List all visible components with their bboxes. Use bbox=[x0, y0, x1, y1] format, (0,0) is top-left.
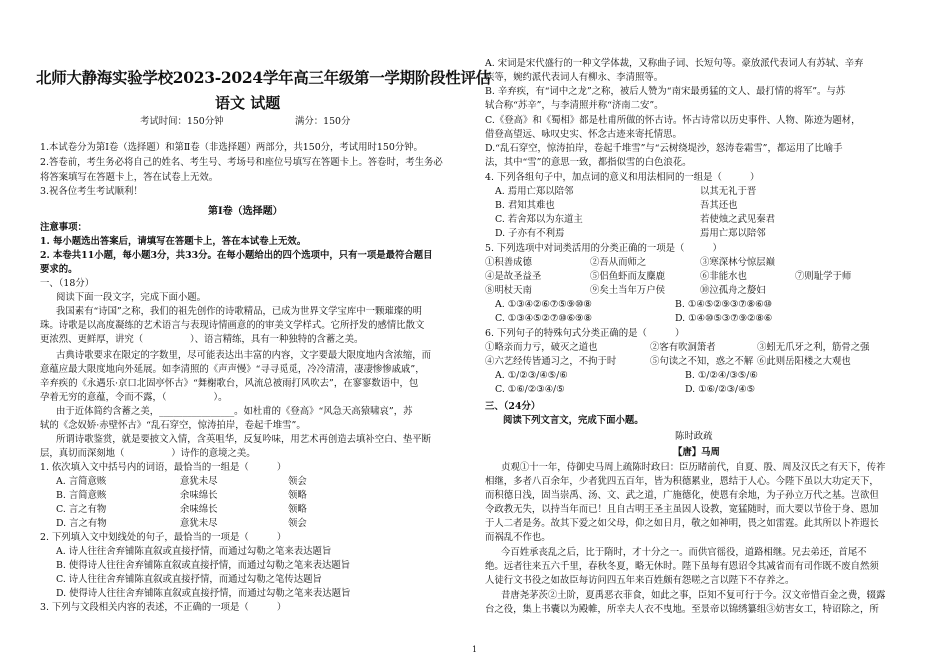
classical-line: 贞观①十一年，侍御史马周上疏陈时政曰：臣历睹前代，自夏、殷、周及汉氏之有天下，传祚 bbox=[501, 462, 886, 473]
q4-option: D. 子亦有不利焉 bbox=[495, 228, 565, 239]
q3-option-line: D.“乱石穿空，惊涛拍岸，卷起千堆雪”与“云树绕堤沙，怒涛卷霜雪”，都运用了比喻手 bbox=[485, 143, 843, 154]
note-line: 要求的。 bbox=[40, 264, 78, 275]
q5-item: ⑩泣孤舟之嫠妇 bbox=[700, 285, 766, 296]
q6-option: D. ①⑥/②③/④⑤ bbox=[685, 384, 755, 395]
classical-line: 昔唐尧茅茨②土阶，夏禹恶衣菲食，如此之事，臣知不复可行于今。汉文帝惜百金之费，辍露 bbox=[501, 590, 886, 601]
q2-option: D. 使得诗人往往舍弃铺陈直叙或直接抒情，而通过勾勒之笔来表达题旨 bbox=[56, 588, 351, 599]
q6-item: ②客有吹洞箫者 bbox=[650, 342, 716, 353]
q6-item: ③蚓无爪牙之利，筋骨之强 bbox=[757, 342, 870, 353]
classical-line: 而积德日浅，固当崇禹、汤、文、武之道，广施德化，使恩有余地，为子孙立万代之基。岂欲但 bbox=[485, 490, 879, 501]
q4-option: 以其无礼于晋 bbox=[700, 186, 757, 197]
q5-item: ③寒深林兮惊层巅 bbox=[700, 257, 776, 268]
passage-line: 辛弃疾的《永遇乐·京口北固亭怀古》“舞榭歌台，风流总被雨打风吹去”，在寥寥数语中，包 bbox=[40, 378, 419, 389]
classical-line: 相继，多者八百余年，少者犹四五百年，皆为积德累业，恩结于人心。今陛下虽以大功定天下， bbox=[485, 476, 879, 487]
q1-option: 意犹未尽 bbox=[180, 476, 218, 487]
note-line: 2. 本卷共11小题，每小题3分，共33分。在每小题给出的四个选项中，只有一项是最符合题目 bbox=[40, 250, 433, 261]
q3-option-line: B. 辛弃疾，有“词中之龙”之称，被后人赞为“南宋最勇猛的文人、最打情的将军”。与苏 bbox=[485, 86, 846, 97]
passage-line: 古典诗歌要求在限定的字数里，尽可能表达出丰富的内容，文字要最大限度地内含浓缩，而 bbox=[56, 350, 432, 361]
q1-option: 领略 bbox=[288, 490, 307, 501]
q2-stem: 2. 下列填入文中划线处的句子，最恰当的一项是（ ） bbox=[40, 532, 287, 543]
q6-option: B. ①/②④/③⑤/⑥ bbox=[685, 370, 758, 381]
q1-option: 领会 bbox=[288, 476, 307, 487]
q3-option-line: 借登高望远、咏叹史实、怀念古迹来寄托情思。 bbox=[485, 129, 682, 140]
q5-option: A. ①③④②⑥⑦⑤⑨⑩⑧ bbox=[495, 299, 592, 310]
q3-option-line: 轼合称“苏辛”，与李清照并称“济南二安”。 bbox=[485, 100, 664, 111]
classical-line: 于人二者是务。故其下爱之如父母，仰之如日月，敬之如神明，畏之如雷霆。此其所以卜祚遐长 bbox=[485, 518, 879, 529]
note-line: 1. 每小题选出答案后，请填写在答题卡上，答在本试卷上无效。 bbox=[40, 236, 307, 247]
classical-line: 而祸乱不作也。 bbox=[485, 532, 551, 543]
passage-line: 更浓烈、更鲜厚，讲究（ ）、语言精练，具有一种独特的含蓄之美。 bbox=[40, 334, 364, 345]
instruction-line: 2.答卷前，考生务必将自己的姓名、考生号、考场号和座位号填写在答题卡上。答卷时，考生务必 bbox=[40, 157, 443, 168]
q6-stem: 6. 下列句子的特殊句式分类正确的是（ ） bbox=[485, 328, 685, 339]
q1-option: 领略 bbox=[288, 504, 307, 515]
part1-title: 第Ⅰ卷（选择题） bbox=[208, 206, 283, 217]
q3-option-line: 疾等，婉约派代表词人有柳永、李清照等。 bbox=[485, 72, 664, 83]
notes-title: 注意事项： bbox=[40, 222, 87, 233]
classical-line: 人徒行文书役之如故臣每访问四五年来百姓颇有怨嗟之言以陛下不存养之。 bbox=[485, 575, 795, 586]
q1-option: 余味绵长 bbox=[180, 490, 218, 501]
q3-option-line: A. 宋词是宋代盛行的一种文学体裁，又称曲子词、长短句等。豪放派代表词人有苏轼、辛弃 bbox=[485, 58, 864, 69]
passage-line: 意蕴应最大限度地向外延展。如李清照的《声声慢》“寻寻觅觅，冷冷清清，凄凄惨惨戚戚”， bbox=[40, 364, 425, 375]
q1-option: C. 言之有物 bbox=[56, 504, 107, 515]
q5-item: ⑥非能水也 bbox=[700, 271, 747, 282]
q5-item: ④是故圣益圣 bbox=[485, 271, 542, 282]
q1-option: D. 言之有物 bbox=[56, 518, 107, 529]
q2-option: C. 诗人往往舍弃铺陈直叙或直接抒情，而通过勾勒之笔传达题旨 bbox=[56, 574, 322, 585]
q5-item: ①积善成德 bbox=[485, 257, 532, 268]
q6-item: ⑤句读之不知，惑之不解 bbox=[650, 356, 754, 367]
passage-line: 珠。诗歌是以高度凝练的艺术语言与表现诗情画意的的审美文学样式。它所抒发的感情比散文 bbox=[40, 320, 425, 331]
classical-line: 今百姓承丧乱之后，比于隋时，才十分之一。而供官徭役，道路相继。兄去弟还，首尾不 bbox=[501, 547, 867, 558]
instruction-line: 将答案填写在答题卡上，答在试卷上无效。 bbox=[40, 172, 219, 183]
q4-option: 若使烛之武见秦君 bbox=[700, 214, 776, 225]
passage-line: 孕着无穷的意蕴，令而不露，（ ）。 bbox=[40, 392, 228, 403]
classical-line: 令政教无失，以持当年而已！且自古明王圣主虽因人设教，宽猛随时，而大要以节俭于身、恩加 bbox=[485, 504, 879, 515]
q4-stem: 4. 下列各组句子中，加点词的意义和用法相同的一组是（ ） bbox=[485, 172, 760, 183]
exam-subtitle: 语文 试题 bbox=[215, 94, 281, 112]
q4-option: 焉用亡郑以陪邻 bbox=[700, 228, 766, 239]
passage-line: 由于近体简约含蓄之美，________________。如杜甫的《登高》“风急天高猿啸哀”，苏 bbox=[56, 406, 413, 417]
passage-line: 所谓诗歌鉴赏，就是要披文入情，含英咀华，反复吟味，用艺术再创造去填补空白、垫平断 bbox=[56, 434, 432, 445]
q6-item: ⑥此则岳阳楼之大观也 bbox=[757, 356, 851, 367]
q5-option: B. ①④⑤②⑨③⑦⑧⑥⑩ bbox=[675, 299, 772, 310]
q6-item: ④六艺经传皆通习之，不拘于时 bbox=[485, 356, 617, 367]
q5-option: C. ①③④⑤②⑦⑩⑥⑨⑧ bbox=[495, 313, 592, 324]
q1-stem: 1. 依次填入文中括号内的词语，最恰当的一组是（ ） bbox=[40, 462, 287, 473]
section1-intro: 阅读下面一段文字，完成下面小题。 bbox=[56, 292, 207, 303]
q6-option: A. ①/②③/④⑤/⑥ bbox=[495, 370, 568, 381]
page-number: 1 bbox=[472, 645, 478, 654]
q5-stem: 5. 下列选项中对词类活用的分类正确的一项是（ ） bbox=[485, 243, 722, 254]
q1-option: 余味绵长 bbox=[180, 504, 218, 515]
q3-stem: 3. 下列与文段相关内容的表述，不正确的一项是（ ） bbox=[40, 602, 287, 613]
exam-time: 考试时间：150分钟 bbox=[140, 116, 224, 127]
q1-option: 领会 bbox=[288, 518, 307, 529]
section2-heading: 三、（24分） bbox=[485, 401, 541, 412]
passage-line: 我国素有“诗国”之称，我们的祖先创作的诗歌精品，已成为世界文学宝库中一颗璀璨的明 bbox=[56, 306, 422, 317]
q1-option: B. 言简意赅 bbox=[56, 490, 107, 501]
q3-option-line: 法，其中“雪”的意思一致，都指似雪的白色浪花。 bbox=[485, 157, 692, 168]
q6-item: ①略亲而力亏，破灭之道也 bbox=[485, 342, 598, 353]
instruction-line: 1.本试卷分为第Ⅰ卷（选择题）和第Ⅱ卷（非选择题）两部分，共150分，考试用时150分钟。 bbox=[40, 142, 423, 153]
section1-heading: 一、（18分） bbox=[40, 278, 95, 289]
q2-option: A. 诗人往往舍弃铺陈直叙或直接抒情，而通过勾勒之笔来表达题旨 bbox=[56, 546, 332, 557]
text-author: 【唐】马周 bbox=[673, 447, 720, 458]
q4-option: 吾其还也 bbox=[700, 200, 738, 211]
q4-option: C. 若舍郑以为东道主 bbox=[495, 214, 583, 225]
section2-intro: 阅读下列文言文，完成下面小题。 bbox=[503, 415, 644, 426]
text-title: 陈时政疏 bbox=[675, 431, 713, 442]
q5-item: ⑦则耻学于师 bbox=[795, 271, 852, 282]
passage-line: 轼的《念奴娇·赤壁怀古》“乱石穿空，惊涛拍岸，卷起千堆雪”。 bbox=[40, 420, 306, 431]
q6-option: C. ①⑥/②③④/⑤ bbox=[495, 384, 565, 395]
q5-item: ②吾从而师之 bbox=[590, 257, 647, 268]
q4-option: B. 君知其难也 bbox=[495, 200, 555, 211]
q1-option: A. 言简意赅 bbox=[56, 476, 107, 487]
q5-option: D. ①④⑩⑤③⑦⑨②⑧⑥ bbox=[675, 313, 773, 324]
q5-item: ⑤侣鱼虾而友麋鹿 bbox=[590, 271, 666, 282]
q2-option: B. 使得诗人往往舍弃铺陈直叙或直接抒情，而通过勾勒之笔来表达题旨 bbox=[56, 560, 351, 571]
classical-line: 绝。远者往来五六千里，春秋冬夏，略无休时。陛下虽每有恩诏令其减省而有司作既不废自然须 bbox=[485, 561, 879, 572]
passage-line: 层，真切而深刻地（ ）诗作的意境之美。 bbox=[40, 448, 256, 459]
q3-option-line: C.《登高》和《蜀相》都是杜甫所做的怀古诗。怀古诗常以历史事件、人物、陈迹为题材， bbox=[485, 115, 861, 126]
q5-item: ⑨矣土当年万户侯 bbox=[590, 285, 666, 296]
full-score: 满分：150分 bbox=[295, 116, 351, 127]
instruction-line: 3.祝各位考生考试顺利！ bbox=[40, 186, 143, 197]
exam-title: 北师大静海实验学校2023-2024学年高三年级第一学期阶段性评估 bbox=[36, 68, 491, 87]
q5-item: ⑧明杖天南 bbox=[485, 285, 532, 296]
q1-option: 意犹未尽 bbox=[180, 518, 218, 529]
q4-option: A. 焉用亡郑以陪邻 bbox=[495, 186, 574, 197]
classical-line: 台之役，集上书囊以为殿帷，所幸夫人衣不曳地。至景帝以锦绣纂组③妨害女工，特诏除之，所 bbox=[485, 604, 879, 615]
